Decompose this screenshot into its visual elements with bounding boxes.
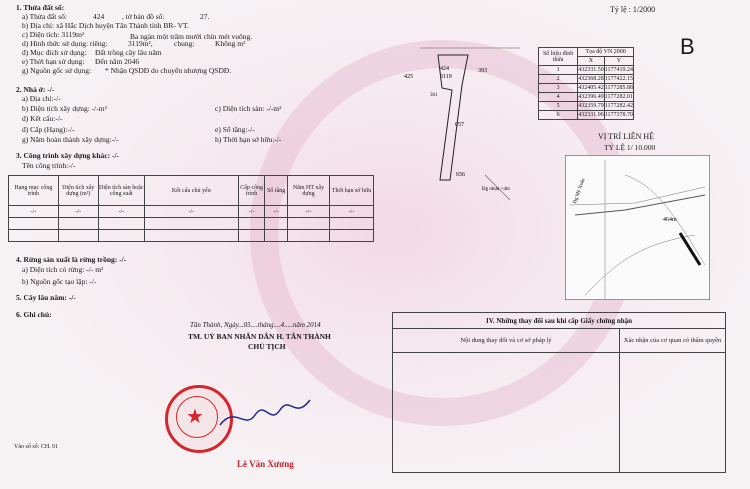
changes-confirm [620,353,726,473]
th-vertex: Số hiệu đỉnh thửa [539,48,578,66]
usage-form: d) Hình thức sử dụng: riêng: [22,39,108,48]
table-cell: 1177282.42 [604,103,633,109]
map-neighbor-425: 425 [404,74,413,80]
th-floors: Số tầng [265,176,288,206]
table-cell: -/- [287,206,329,218]
table-cell: 3 [539,84,578,93]
changes-content [393,353,620,473]
table-cell: 432331.96 [578,112,604,118]
th-y: Y [604,57,633,66]
map-neighbor-393: 393 [478,68,487,74]
grade: đ) Cấp (Hạng):-/- [22,125,75,134]
seal-star: ★ [186,406,204,428]
changes-col1: Nội dung thay đổi và cơ sở pháp lý [393,329,620,353]
other-works-table [8,175,374,242]
coordinate-table [538,47,634,120]
map-frame [565,155,710,300]
scale-label: Tỷ lệ : 1/2000 [610,5,656,14]
th-item: Hạng mục công trình [9,176,59,206]
structure: d) Kết cấu:-/- [22,114,63,123]
year-built: g) Năm hoàn thành xây dựng:-/- [22,135,119,144]
table-cell: -/- [238,206,265,218]
table-cell: -/- [58,206,98,218]
origin-label: g) Nguồn gốc sử dụng: [22,66,92,75]
table-cell: 432359.79 [578,103,604,109]
table-cell: 432396.49 [578,94,604,100]
section2-title: 2. Nhà ở: -/- [16,85,55,94]
usage-private: 3119m², [128,39,153,48]
area: c) Diện tích: 3119m² [22,30,85,39]
table-cell: 5 [539,102,578,111]
map-parcel-area: 3119 [440,74,452,80]
table-cell: -/- [330,206,374,218]
locmap-scale: TỶ LỆ 1/ 10.000 [604,143,656,152]
locmap-distance: 464m [663,217,677,223]
th-year: Năm HT xây dựng [287,176,329,206]
table-cell: -/- [9,206,59,218]
purpose: Đất trồng cây lâu năm [95,48,162,57]
forest-area: a) Diện tích có rừng: -/- m² [22,265,104,274]
signature-stroke [220,400,310,425]
map-road-label: Đg nhựa >4m [482,187,510,192]
usage-shared: Không m² [215,39,246,48]
table-cell: 432331.50 [578,67,604,73]
ownership-term: h) Thời hạn sở hữu:-/- [215,135,282,144]
table-cell: -/- [98,206,144,218]
parcel-map [400,40,530,200]
usage-shared-label: chung: [174,39,195,48]
location-map [565,155,710,300]
table-cell: 1177285.88 [604,85,633,91]
table-cell: 6 [539,111,578,120]
th-term: Thời hạn sở hữu [330,176,374,206]
th-structure: Kết cấu chủ yếu [144,176,238,206]
table-cell: 432405.42 [578,85,604,91]
th-x: X [578,57,605,66]
th-floor: Diện tích sàn hoặc công suất [98,176,144,206]
floor-area: c) Diện tích sàn: -/-m² [215,104,282,113]
area-words: Ba ngàn một trăm mười chín mét vuông. [130,32,253,41]
parcel-label: a) Thửa đất số: [22,12,67,21]
address: b) Địa chỉ: xã Hắc Dịch huyện Tân Thành tỉnh BR- VT. [22,21,189,30]
section5-title: 5. Cây lâu năm: -/- [16,293,76,302]
house-address: a) Địa chỉ:-/- [22,94,61,103]
table-cell: 1177419.24 [604,67,633,73]
register-number: Vào sổ số: CH. 01 [14,444,59,450]
term: Đến năm 2046 [95,57,140,66]
locmap-road-label: Đg Mỹ Xuân [572,177,587,205]
house-area: b) Diện tích xây dựng: -/-m² [22,104,107,113]
floors: e) Số tầng:-/- [215,125,255,134]
sheet-label: , tờ bản đồ số: [122,12,165,21]
section4-title: 4. Rừng sản xuất là rừng trồng: -/- [16,255,127,264]
purpose-label: đ) Mục đích sử dụng: [22,48,87,57]
changes-table [392,312,726,473]
map-neighbor-361: 361 [430,93,438,98]
map-parcel-number: 424 [440,66,449,72]
table-cell: 432368.28 [578,76,604,82]
forest-origin: b) Nguồn gốc tạo lập: -/- [22,277,97,286]
form-letter: B [680,34,695,59]
origin: * Nhận QSDĐ do chuyển nhượng QSDĐ. [105,66,232,75]
changes-col2: Xác nhận của cơ quan có thẩm quyền [620,329,726,353]
table-cell: -/- [265,206,288,218]
table-cell: 1 [539,66,578,75]
map-neighbor-656: 656 [456,172,465,178]
section6-title: 6. Ghi chú: [16,310,52,319]
section1-title: 1. Thửa đất số: [16,3,65,12]
th-area: Diện tích xây dựng (m²) [58,176,98,206]
parcel-number: 424 [93,12,105,21]
signer-name: Lê Văn Xương [237,459,294,469]
table-cell: 1177282.01 [604,94,633,100]
table-cell: 1177422.15 [604,76,633,82]
locmap-title: VỊ TRÍ LIÊN HỆ [598,132,655,141]
sign-org: TM. UỶ BAN NHÂN DÂN H. TÂN THÀNH [188,332,331,341]
sign-date: Tân Thành, Ngày...05....tháng....4.....năm 2014 [190,321,321,329]
table-cell: 2 [539,75,578,84]
sheet-number: 27. [200,12,210,21]
sign-position: CHỦ TỊCH [248,342,286,351]
table-cell: 1177378.70 [604,112,633,118]
table-cell: 4 [539,93,578,102]
term-label: e) Thời hạn sử dụng: [22,57,85,66]
section3-sub: Tên công trình:-/- [22,161,76,170]
changes-title: IV. Những thay đổi sau khi cấp Giấy chứng nhận [393,313,726,329]
map-neighbor-657: 657 [455,122,464,128]
th-vn2000: Tọa độ VN 2000 [578,48,634,57]
table-cell: -/- [144,206,238,218]
th-grade: Cấp công trình [238,176,265,206]
signature [215,390,315,440]
section3-title: 3. Công trình xây dựng khác: -/- [16,151,120,160]
